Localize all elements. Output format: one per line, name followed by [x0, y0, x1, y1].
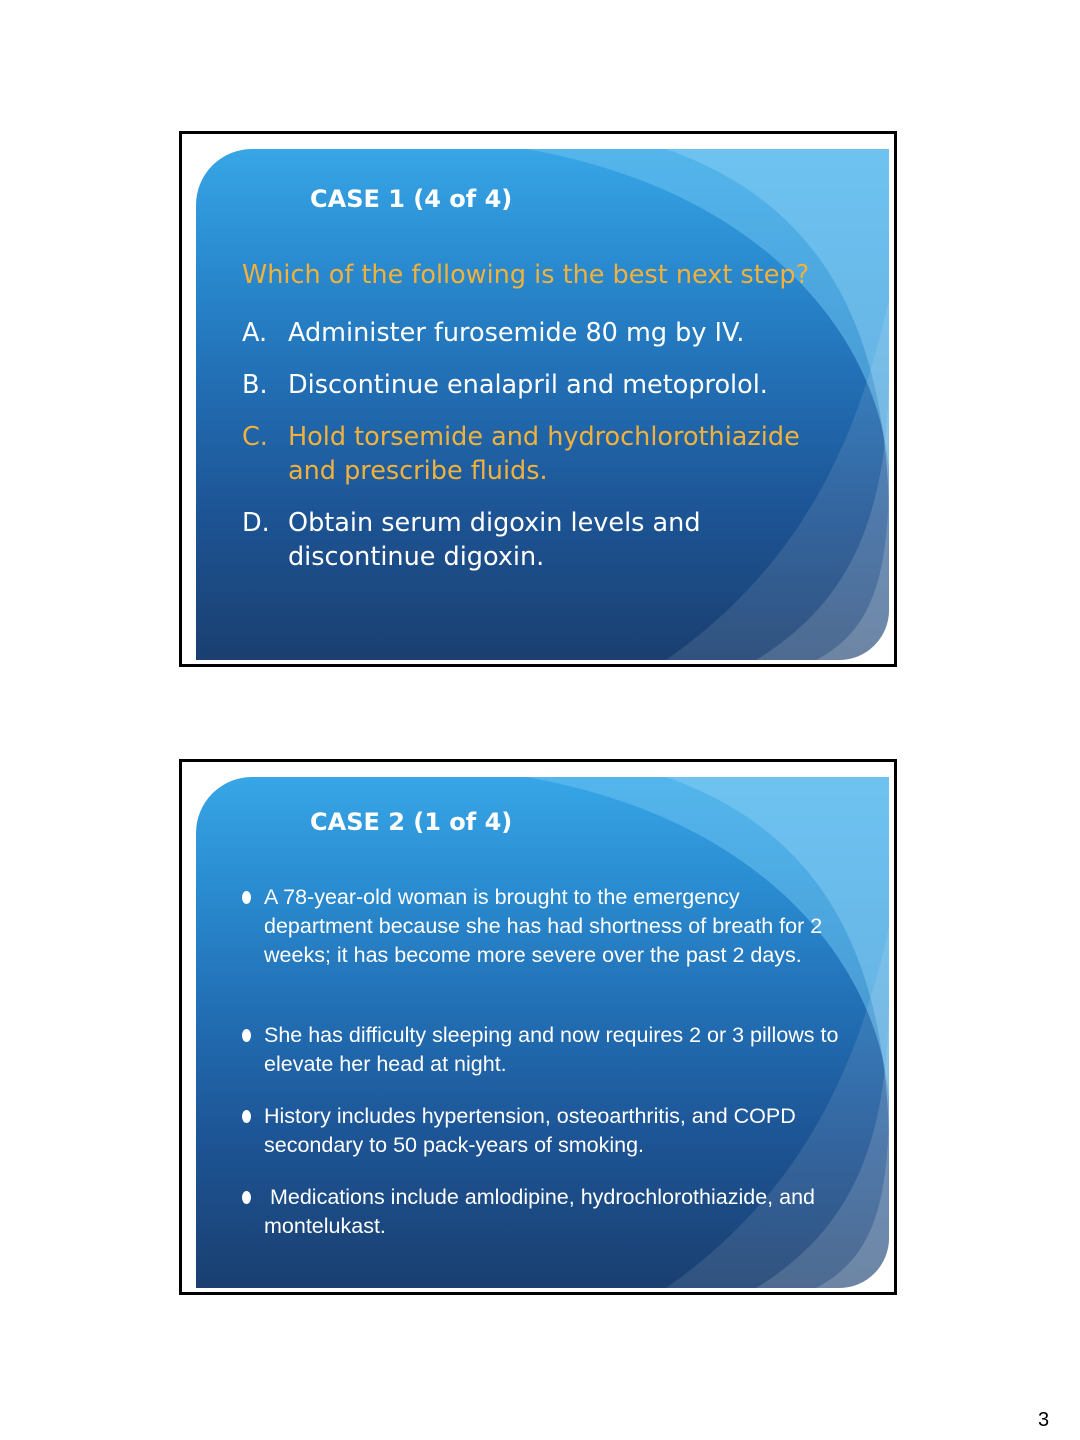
option-letter: A.	[242, 318, 268, 348]
option-text: Administer furosemide 80 mg by IV.	[288, 318, 745, 348]
slide-1	[196, 149, 889, 660]
bullet-text: A 78-year-old woman is brought to the emergency department because she has had shortness of breath for 2 weeks; it has become more severe over the past 2 days.	[264, 885, 823, 967]
slide-2	[196, 777, 889, 1288]
slide-2-frame	[179, 759, 897, 1295]
bullet-dot-icon	[242, 1191, 251, 1204]
option-text: Hold torsemide and hydrochlorothiazide and prescribe fluids.	[288, 422, 800, 486]
option-text: Discontinue enalapril and metoprolol.	[288, 370, 768, 400]
option-letter: D.	[242, 508, 270, 538]
bullet-dot-icon	[242, 1029, 251, 1042]
page-number: 3	[1038, 1409, 1050, 1431]
slide-title: CASE 1 (4 of 4)	[310, 185, 513, 213]
option-letter: C.	[242, 422, 268, 452]
option-letter: B.	[242, 370, 268, 400]
slide-title: CASE 2 (1 of 4)	[310, 808, 513, 836]
bullet-text: Medications include amlodipine, hydrochlorothiazide, and montelukast.	[264, 1185, 821, 1238]
bullet-text: She has difficulty sleeping and now requires 2 or 3 pillows to elevate her head at night.	[264, 1023, 839, 1076]
option-text: Obtain serum digoxin levels and discontinue digoxin.	[288, 508, 701, 572]
slide-1-frame	[179, 131, 897, 667]
question-text: Which of the following is the best next step?	[242, 260, 810, 290]
bullet-dot-icon	[242, 1110, 251, 1123]
bullet-text: History includes hypertension, osteoarthritis, and COPD secondary to 50 pack-years of smoking.	[264, 1104, 796, 1157]
bullet-dot-icon	[242, 891, 251, 904]
